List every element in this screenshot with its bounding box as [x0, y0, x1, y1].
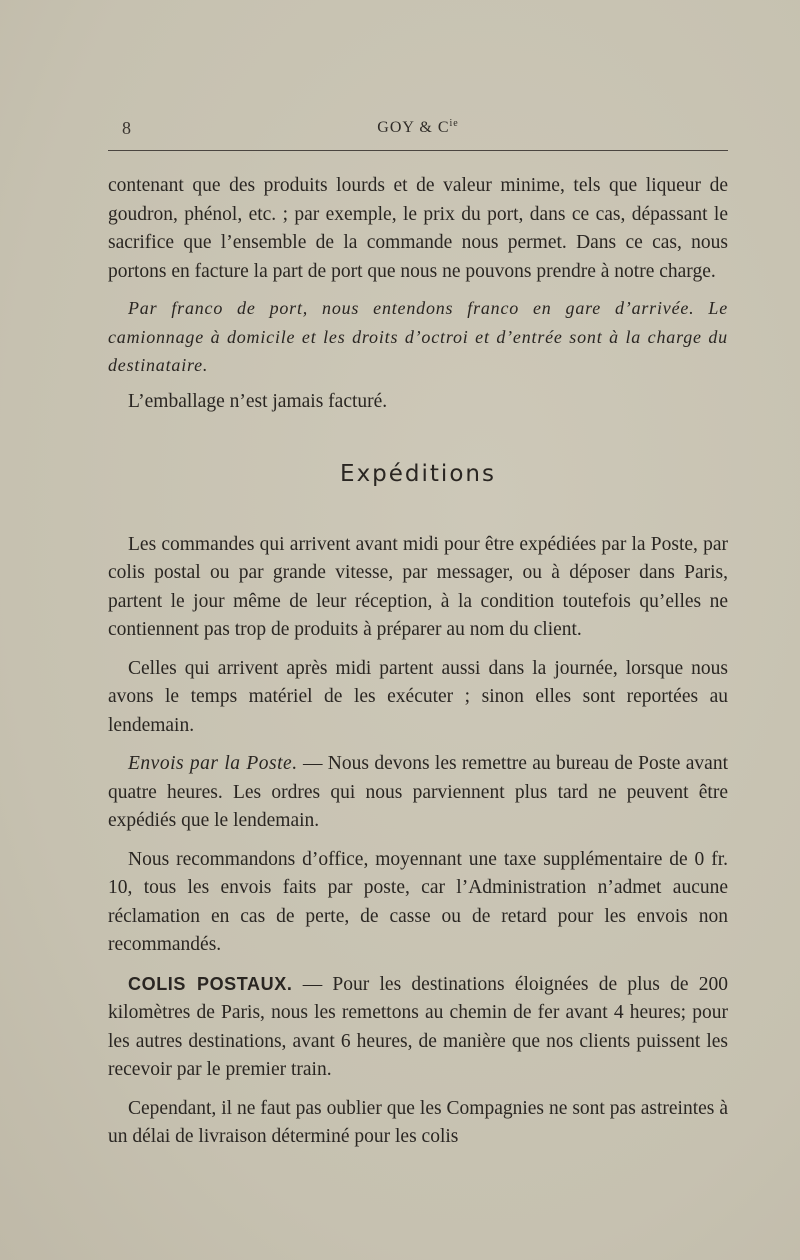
page-header: [108, 118, 728, 144]
paragraph-continuation: contenant que des produits lourds et de valeur minime, tels que liqueur de goudron, phénol, etc. ; par exemple, le prix du port, dans ce cas, dépassant le sacrifice que l’ensemble de la commande nous permet. Dans ce cas, nous portons en facture la part de port que nous ne pouvons prendre à notre charge.: [108, 175, 728, 282]
envois-poste-lead: Envois par la Poste.: [128, 753, 298, 774]
body-text: [108, 172, 728, 1152]
paragraph-franco-note: Par franco de port, nous entendons franco en gare d’arrivée. Le camionnage à domicile et les droits d’octroi et d’entrée sont à la charge du destinataire.: [108, 298, 728, 375]
paragraph-recommandation: Nous recommandons d’office, moyennant une taxe supplémentaire de 0 fr. 10, tous les envois faits par poste, car l’Administration n’admet aucune réclamation en cas de perte, de casse ou de retard pour les envois non recommandés.: [108, 848, 728, 955]
colis-postaux-text: — Pour les destinations éloignées de plus de 200 kilomètres de Paris, nous les remettons au chemin de fer avant 4 heures; pour les autres destinations, avant 6 heures, de manière que nos clients puissent les recevoir par le premier train.: [108, 973, 728, 1080]
paragraph-colis-postaux: [108, 970, 728, 1085]
paragraph-commandes: Les commandes qui arrivent avant midi pour être expédiées par la Poste, par colis postal ou par grande vitesse, par messager, ou à déposer dans Paris, partent le jour même de leur réception, à la condition toutefois qu’elles ne contiennent pas trop de produits à préparer au nom du client.: [108, 533, 728, 640]
running-head-superscript: ie: [449, 118, 459, 129]
colis-postaux-lead: COLIS POSTAUX.: [128, 973, 293, 994]
paragraph-compagnies: Cependant, il ne faut pas oublier que les Compagnies ne sont pas astreintes à un délai de livraison déterminé pour les colis: [108, 1097, 728, 1147]
header-rule: [108, 150, 728, 151]
section-title: Expéditions: [340, 461, 496, 487]
running-head-text: GOY & C: [377, 119, 450, 136]
running-head: [108, 118, 728, 137]
paragraph-emballage: L’emballage n’est jamais facturé.: [128, 390, 388, 412]
page-number: 8: [122, 118, 131, 138]
envois-poste-text: — Nous devons les remettre au bureau de Poste avant quatre heures. Les ordres qui nous parviennent plus tard ne peuvent être expédiés que le lendemain.: [108, 753, 728, 831]
paragraph-apres-midi: Celles qui arrivent après midi partent aussi dans la journée, lorsque nous avons le temps matériel de les exécuter ; sinon elles sont reportées au lendemain.: [108, 657, 728, 736]
paragraph-envois-poste: [108, 750, 728, 836]
